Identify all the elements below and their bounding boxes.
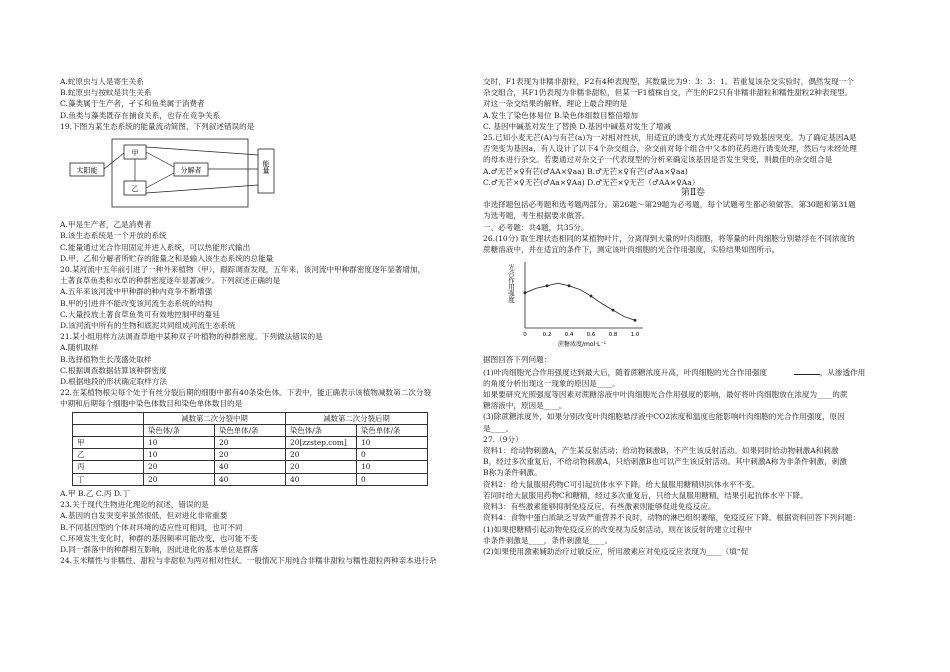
q20-option-c: C.大量投放土著食草鱼类可有效地控制甲的蔓延 xyxy=(60,309,220,319)
q19-option-a: A.甲是生产者，乙是消费者 xyxy=(60,220,152,230)
q27-line: 若同时给大鼠服用药物C和糖精，经过多次重复后，只给大鼠服用糖精，结果引起抗体水平下降。 xyxy=(483,490,808,500)
data-point xyxy=(590,295,593,298)
table-cell: 20 xyxy=(215,449,286,461)
box-b-label: 乙 xyxy=(131,185,139,194)
q24-cont-1: 交时，F1表现为非糯非甜粒，F2有4种表现型，其数量比为9：3：3：1。若重复该杂交实验时，偶然发现一个 xyxy=(483,77,854,86)
q22-stem-2: 中期和后期每个细胞中染色体数目和染色单体数目的是 xyxy=(60,399,243,409)
q26-q1-text: (1)叶肉细胞光合作用强度达到最大后，随着蔗糖浓度升高，叶肉细胞的光合作用强度 xyxy=(483,367,768,377)
q26-question-2b: 糖溶液中，原因是____。 xyxy=(483,401,567,411)
table-group-header: 减数第二次分裂后期 xyxy=(286,412,428,424)
data-point xyxy=(524,292,527,295)
q19-option-b: B.该生态系统是一个开放的系统 xyxy=(60,231,167,241)
table-cell: 40 xyxy=(286,473,357,485)
q19-option-d: D.甲、乙和分解者所贮存的能量之和是输入该生态系统的总能量 xyxy=(60,253,274,263)
q18-option-b: B.蛇原虫与按蚊是共生关系 xyxy=(60,88,152,98)
table-cell: 20 xyxy=(286,461,357,473)
q26-question-2a: 如果要研究光照强度等因素对蔗糖溶液中叶肉细胞光合作用强度的影响，最好将叶肉细胞放在浓度为____的蔗 xyxy=(483,390,848,400)
q26-question-3b: 是____。 xyxy=(483,423,514,433)
table-cell: 10 xyxy=(144,437,215,449)
q27-title: 27.（9分） xyxy=(483,434,523,444)
q19-option-c: C.能量通过光合作用固定并进入系统，可以热能形式输出 xyxy=(60,242,251,252)
q22-options: A.甲 B.乙 C.丙 D.丁 xyxy=(60,488,130,498)
q24-options-ab: A.发生了染色体易位 B.染色体组数目整倍增加 xyxy=(483,110,638,120)
q27-line: B，经过多次重复后，不给动物刺激A，只给刺激B也可以产生该反射活动。其中刺激A称为非条件刺激，刺激 xyxy=(483,457,847,467)
table-sub-header: 染色体/条 xyxy=(144,424,215,436)
q18-option-c: C.藻类属于生产者，孑孓和鱼类属于消费者 xyxy=(60,99,205,109)
table-cell: 10 xyxy=(144,449,215,461)
table-cell: 0 xyxy=(357,473,428,485)
q27-line: B称为条件刺激。 xyxy=(483,468,542,478)
left-column xyxy=(60,76,480,566)
row-label: 乙 xyxy=(73,449,144,461)
photosynthesis-graph xyxy=(503,258,653,348)
table-cell: 20[zzstep.com] xyxy=(286,437,357,449)
table-cell: 10 xyxy=(357,437,428,449)
table-cell: 20 xyxy=(144,461,215,473)
q23-option-a: A.基因的自发突变率虽然很低，但对进化非常重要 xyxy=(60,511,228,521)
q27-line: 资料3：有些激素能够抑制免疫反应，有些激素则能够促进免疫反应。 xyxy=(483,502,716,512)
q18-option-d: D.鱼类与藻类既存在捕食关系，也存在竞争关系 xyxy=(60,110,221,120)
row-label: 丙 xyxy=(73,461,144,473)
chromosome-table xyxy=(72,412,428,486)
graph-ylabel: 光合作用强度 xyxy=(507,264,515,304)
q21-stem: 21.某小组用样方法调查草地中某种双子叶植物的种群密度。下列做法错误的是 xyxy=(60,332,323,342)
table-row xyxy=(73,437,428,449)
q26-q1-tail: ，从渗透作用 xyxy=(819,367,866,377)
decomposer-label: 分解者 xyxy=(180,166,202,175)
table-cell: 40 xyxy=(215,461,286,473)
box-a-label: 甲 xyxy=(131,149,139,158)
q26-question-intro: 据图回答下列问题： xyxy=(483,355,552,365)
q23-option-d: D.同一群落中的种群相互影响，因此进化的基本单位是群落 xyxy=(60,544,259,554)
table-cell: 20 xyxy=(286,449,357,461)
table-cell: 20 xyxy=(144,473,215,485)
table-corner xyxy=(73,412,144,424)
q27-line: 资料4：食物中蛋白质缺乏导致严重营养不良时，动物的淋巴组织萎缩，免疫反应下降。根据资料回答下列问题： xyxy=(483,513,860,523)
table-sub-header: 染色单体/条 xyxy=(215,424,286,436)
energy-flow-diagram xyxy=(68,135,288,213)
table-row xyxy=(73,449,428,461)
part-two-intro-3: 一、必考题：共4题，共35分。 xyxy=(483,222,589,232)
q24-cont-3: 对这一杂交结果的解释，理论上最合理的是 xyxy=(483,99,628,109)
table-cell: 40 xyxy=(215,473,286,485)
q20-option-a: A.五年来该河流中甲种群的种内竞争不断增强 xyxy=(60,287,213,297)
data-point xyxy=(612,309,615,312)
q25-stem-1: 25.已知小麦无芒(A)与有芒(a)为一对相对性状，用适宜的诱变方式处理花药可导致基因突变。为了确定基因A是 xyxy=(483,133,857,143)
table-row xyxy=(73,461,428,473)
q27-line: 非条件刺激是____，条件刺激是____。 xyxy=(483,535,613,545)
q26-stem-2: 蔗糖溶液中，并在适宜的条件下，测定该叶肉细胞的光合作用强度，实验结果如图所示。 xyxy=(483,245,780,255)
q26-stem-1: 26.(10分) 取生理状态相同的某植物叶片，分离得到大量的叶肉细胞，将等量的叶肉细胞分别悬浮在不同浓度的 xyxy=(483,233,855,243)
q20-option-d: D.该河流中所有的生物和底泥共同组成河流生态系统 xyxy=(60,321,236,331)
q23-option-b: B.不同基因型的个体对环境的适应性可相同，也可不同 xyxy=(60,522,243,532)
table-group-header: 减数第二次分裂中期 xyxy=(144,412,286,424)
right-column xyxy=(483,76,903,557)
q27-line: (1)如果把糖精引起动物免疫反应的改变视为反射活动，则在该反射的建立过程中 xyxy=(483,524,752,534)
x-tick-label: 0.8 xyxy=(608,332,618,339)
row-label: 甲 xyxy=(73,437,144,449)
q21-option-a: A.随机取样 xyxy=(60,343,99,353)
q20-stem-2: 土著食草鱼类和水草的种群密度逐年显著减少。下列叙述正确的是 xyxy=(60,276,281,286)
q26-question-1b: 的角度分析出现这一现象的原因是____。 xyxy=(483,378,620,388)
q25-stem-2: 否突变为基因a，有人设计了以下4个杂交组合，杂交前对每个组合中父本的花药进行诱变处理，然后与未经处理 xyxy=(483,144,857,154)
x-tick-label: 0.4 xyxy=(564,332,574,339)
q22-stem-1: 22.在某植物根尖每个处于有丝分裂后期的细胞中都有40条染色体。下表中，能正确表示该植物减数第二次分裂 xyxy=(60,388,432,398)
q20-stem-1: 20.某河流中五年前引进了一种外来植物（甲），跟踪调查发现，五年来，该河流中甲种群密度逐年显著增加， xyxy=(60,265,426,275)
q25-options-ab: A.♂无芒×♀有芒(♂AA×♀aa) B.♂无芒×♀有芒(♂Aa×♀aa) xyxy=(483,166,688,176)
q26-question-3a: (3)除蔗糖浓度外，如果分别改变叶肉细胞悬浮液中CO2浓度和温度也能影响叶肉细胞的光合作用强度，原因 xyxy=(483,412,845,422)
answer-blank[interactable] xyxy=(794,366,820,375)
q20-option-b: B.甲的引进并不能改变该河流生态系统的结构 xyxy=(60,298,213,308)
energy-label: 能量 xyxy=(262,160,270,175)
q27-line: 资料1：给动物刺激A，产生某反射活动；给动物刺激B，不产生该反射活动。如果同时给动物刺激A和刺激 xyxy=(483,446,839,456)
x-tick-group xyxy=(523,332,640,338)
q25-options-cd: C.♂无芒×♀无芒(♂Aa×♀Aa) D.♂无芒×♀无芒（♂AA×♀Aa） xyxy=(483,177,700,187)
table-cell: 0 xyxy=(357,449,428,461)
q23-stem: 23.关于现代生物进化理论的叙述，错误的是 xyxy=(60,500,209,510)
table-row xyxy=(73,473,428,485)
part-two-intro-2: 为选考题，考生根据要求做答。 xyxy=(483,211,590,221)
x-tick-label: 1.0 xyxy=(630,332,640,339)
table-cell: 10 xyxy=(357,461,428,473)
data-point xyxy=(568,285,571,288)
table-cell: 20 xyxy=(215,437,286,449)
sun-label: 太阳能 xyxy=(76,166,98,175)
table-corner xyxy=(73,424,144,436)
q19-stem: 19.下图为某生态系统的能量流动简图，下列叙述错误的是 xyxy=(60,121,255,131)
q24-cont-2: 杂交组合，其F1仍表现为非糯非甜粒，但某一F1植株自交，产生的F2只有非糯非甜粒和糯性甜粒2种表现型。 xyxy=(483,88,853,98)
x-tick-label: 0 xyxy=(523,332,527,339)
q26-question-1 xyxy=(483,366,903,378)
table-sub-header: 染色单体/条 xyxy=(357,424,428,436)
q27-line: (2)如果使用激素辅助治疗过敏反应，所用激素应对免疫反应表现为____（填“促 xyxy=(483,546,749,556)
graph-xlabel: 蔗糖浓度/mol·L⁻¹ xyxy=(558,341,607,349)
part-two-intro-1: 非选择题包括必考题和选考题两部分。第26题～第29题为必考题，每个试题考生都必须做答。第30题和第31题 xyxy=(483,200,856,210)
data-point xyxy=(634,319,637,322)
table-sub-header: 染色体/条 xyxy=(286,424,357,436)
q18-option-a: A.蛇原虫与人是寄生关系 xyxy=(60,77,144,86)
x-tick-label: 0.6 xyxy=(586,332,596,339)
q24-stem: 24.玉米糯性与非糯性、甜粒与非甜粒为两对相对性状。一般情况下用纯合非糯非甜粒与糯性甜粒两种亲本进行杂 xyxy=(60,556,437,566)
data-curve xyxy=(525,283,635,320)
row-label: 丁 xyxy=(73,473,144,485)
q25-stem-3: 的母本进行杂交。若要通过对杂交子一代表现型的分析来确定该基因是否发生突变，则最佳的杂交组合是 xyxy=(483,155,833,165)
q27-line: 资料2：给大鼠服用药物C可引起抗体水平下降。给大鼠服用糖精则抗体水平不变。 xyxy=(483,479,760,489)
q21-option-b: B.选择植物生长茂盛处取样 xyxy=(60,354,152,364)
data-point xyxy=(546,285,549,288)
part-two-title: 第Ⅱ卷 xyxy=(680,188,706,199)
q23-option-c: C.环境发生变化时，种群的基因频率可能改变，也可能不变 xyxy=(60,533,258,543)
q21-option-c: C.根据调查数据估算该种群密度 xyxy=(60,365,167,375)
q24-options-cd: C. 基因中碱基对发生了替换 D.基因中碱基对发生了增减 xyxy=(483,121,672,131)
x-tick-label: 0.2 xyxy=(542,332,552,339)
q21-option-d: D.根据地段的形状确定取样方法 xyxy=(60,377,167,387)
